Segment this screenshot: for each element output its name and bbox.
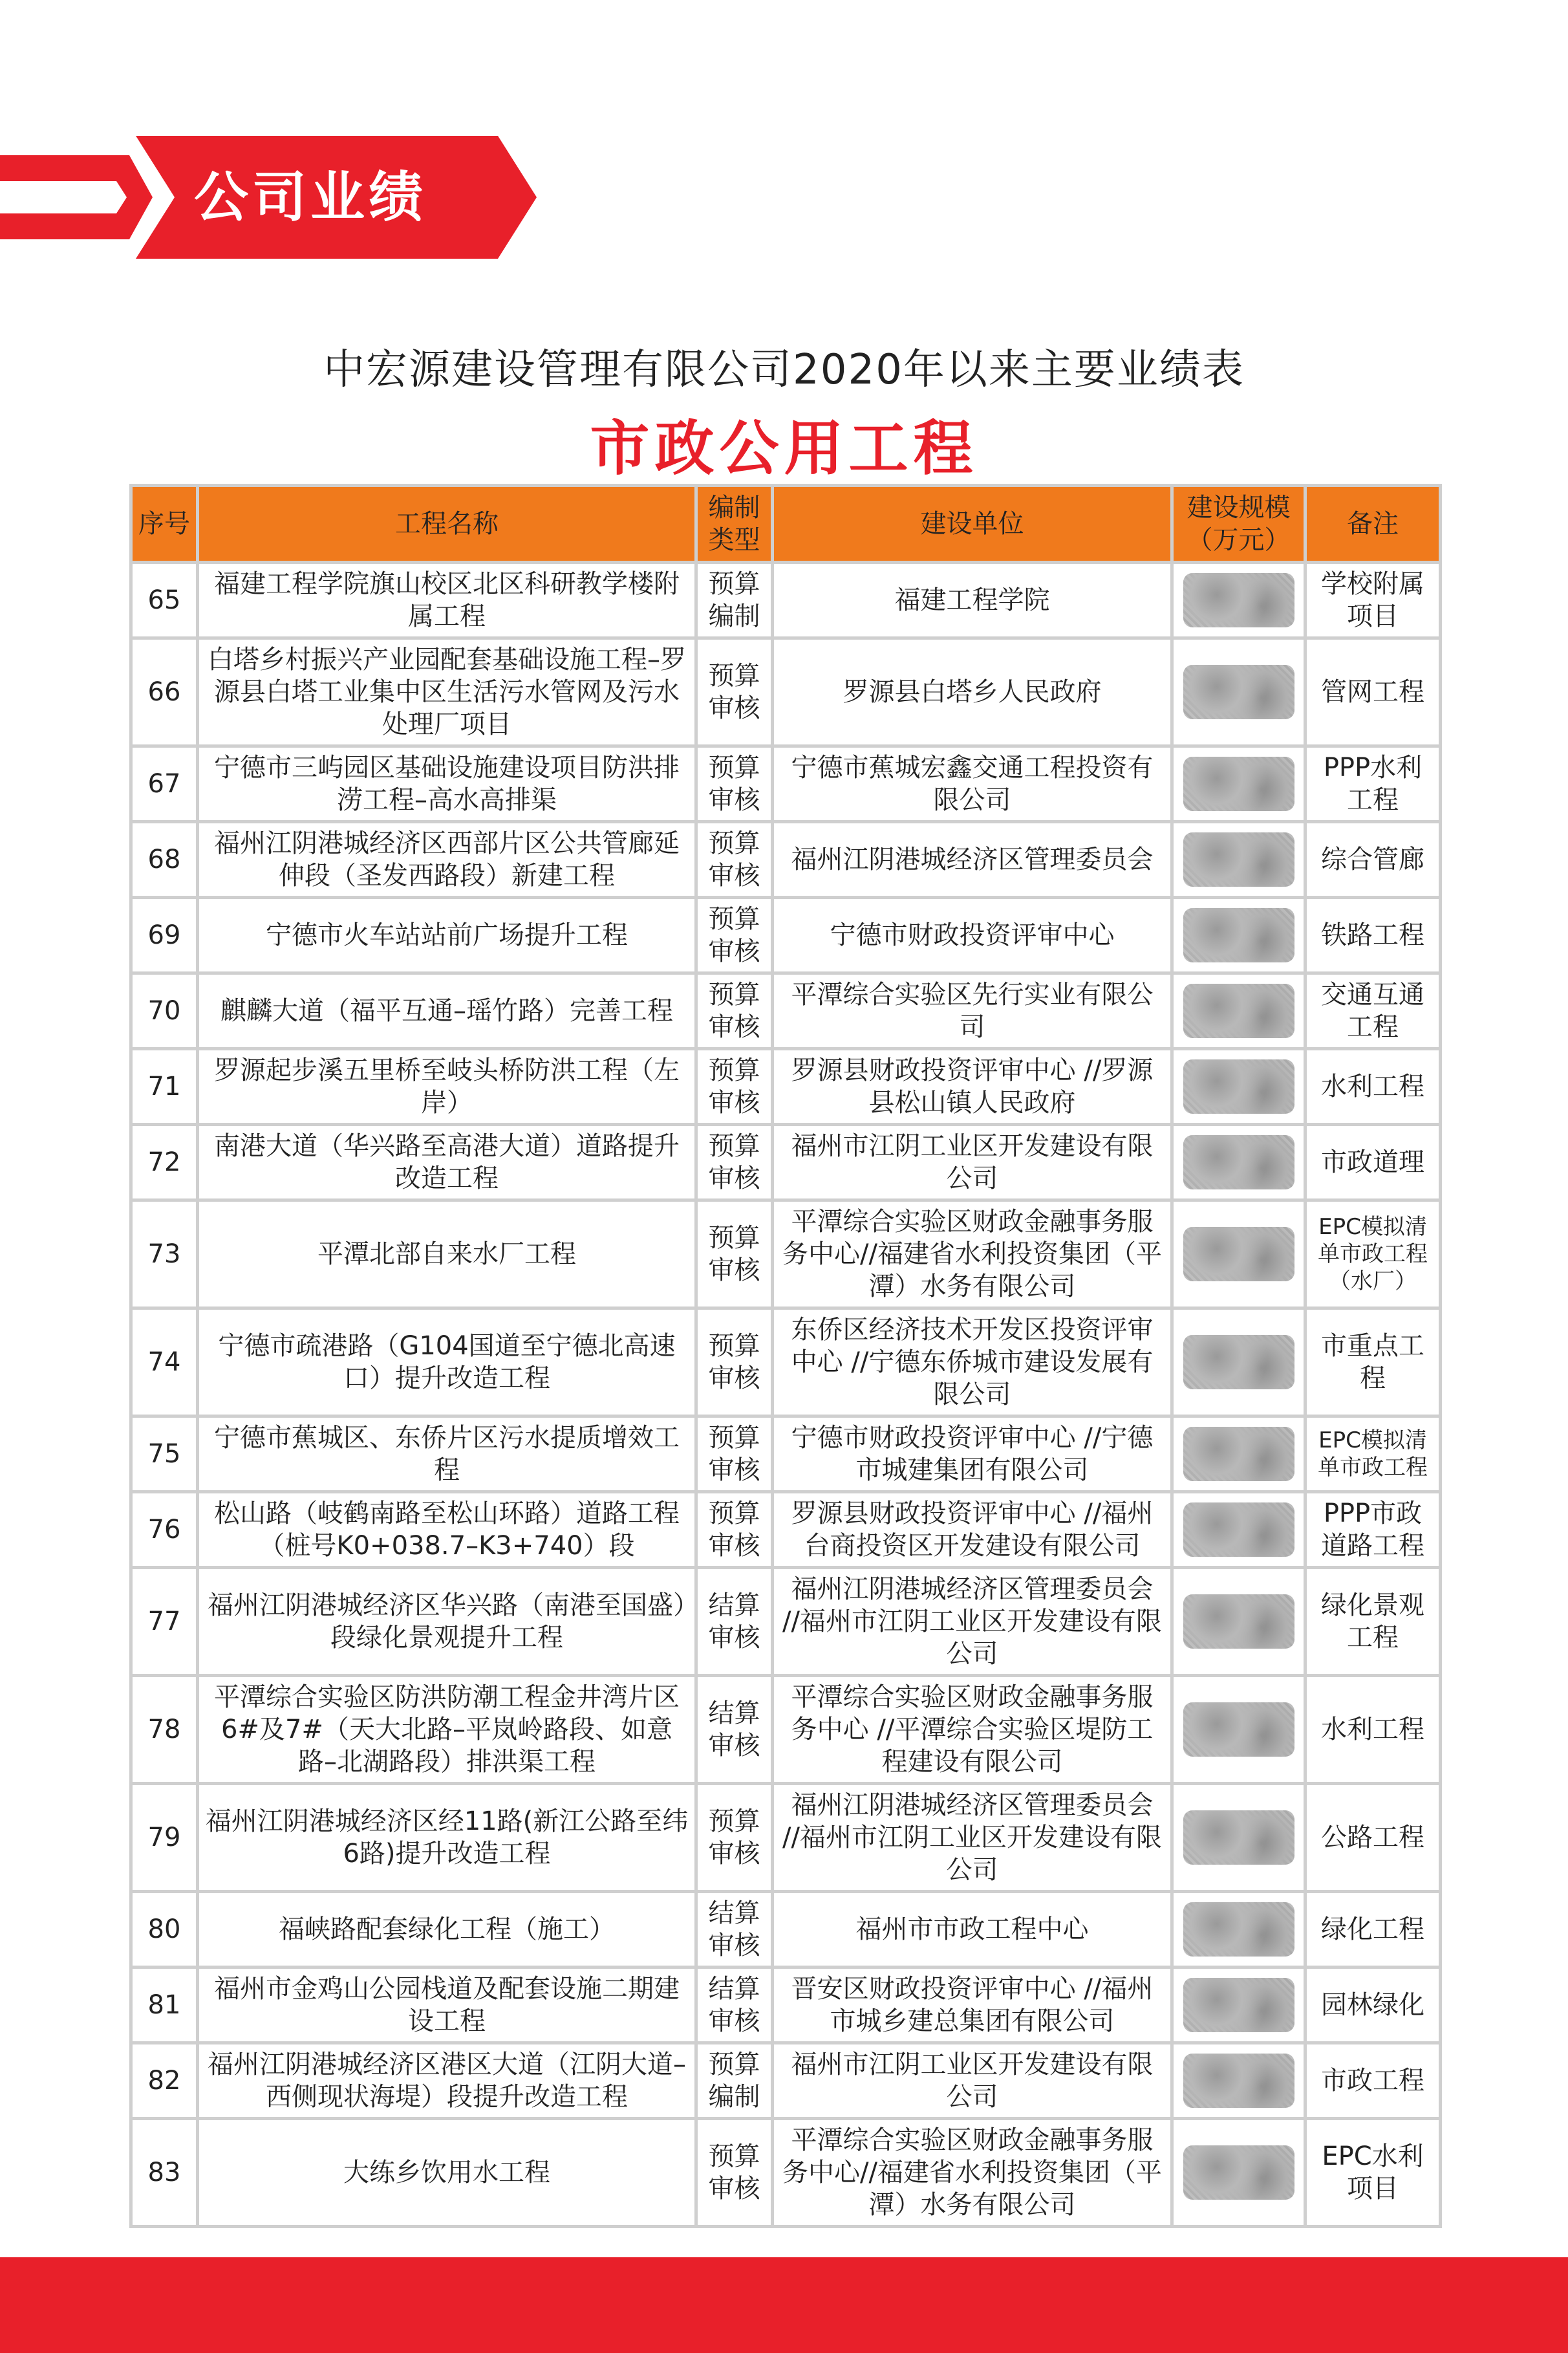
document-subtitle: 市政公用工程: [590, 414, 978, 483]
cell-scale: [1174, 1569, 1304, 1674]
redacted-scale-value: [1183, 984, 1294, 1038]
cell-note: EPC水利项目: [1307, 2120, 1439, 2225]
redacted-scale-value: [1183, 1502, 1294, 1557]
cell-name: 罗源起步溪五里桥至岐头桥防洪工程（左岸）: [199, 1050, 694, 1123]
cell-unit: 宁德市财政投资评审中心: [774, 899, 1170, 971]
cell-seq: 76: [133, 1493, 196, 1566]
cell-scale: [1174, 748, 1304, 820]
cell-name: 宁德市疏港路（G104国道至宁德北高速口）提升改造工程: [199, 1310, 694, 1415]
cell-seq: 73: [133, 1202, 196, 1307]
cell-scale: [1174, 1493, 1304, 1566]
cell-scale: [1174, 564, 1304, 636]
cell-name: 宁德市三屿园区基础设施建设项目防洪排涝工程–高水高排渠: [199, 748, 694, 820]
cell-note: 市重点工程: [1307, 1310, 1439, 1415]
redacted-scale-value: [1183, 832, 1294, 887]
table-row: [133, 2120, 1439, 2225]
table-row: [133, 2044, 1439, 2117]
cell-unit: 平潭综合实验区财政金融事务服务中心//福建省水利投资集团（平潭）水务有限公司: [774, 1202, 1170, 1307]
cell-unit: 福州市市政工程中心: [774, 1893, 1170, 1966]
cell-scale: [1174, 2044, 1304, 2117]
cell-scale: [1174, 1310, 1304, 1415]
cell-note: EPC模拟清单市政工程: [1307, 1418, 1439, 1490]
redacted-scale-value: [1183, 665, 1294, 719]
cell-name: 福州市金鸡山公园栈道及配套设施二期建设工程: [199, 1969, 694, 2041]
cell-seq: 80: [133, 1893, 196, 1966]
cell-seq: 77: [133, 1569, 196, 1674]
cell-note: EPC模拟清单市政工程（水厂）: [1307, 1202, 1439, 1307]
redacted-scale-value: [1183, 757, 1294, 811]
table-row: [133, 975, 1439, 1047]
performance-table: [129, 484, 1442, 2228]
table-row: [133, 640, 1439, 744]
table-row: [133, 564, 1439, 636]
table-row: [133, 1785, 1439, 1890]
cell-unit: 罗源县财政投资评审中心 //罗源县松山镇人民政府: [774, 1050, 1170, 1123]
cell-seq: 67: [133, 748, 196, 820]
redacted-scale-value: [1183, 1978, 1294, 2032]
cell-name: 福州江阴港城经济区华兴路（南港至国盛）段绿化景观提升工程: [199, 1569, 694, 1674]
cell-seq: 79: [133, 1785, 196, 1890]
cell-note: 交通互通工程: [1307, 975, 1439, 1047]
redacted-scale-value: [1183, 1227, 1294, 1281]
cell-unit: 东侨区经济技术开发区投资评审中心 //宁德东侨城市建设发展有限公司: [774, 1310, 1170, 1415]
cell-type: 预算编制: [698, 564, 771, 636]
cell-seq: 82: [133, 2044, 196, 2117]
cell-unit: 罗源县白塔乡人民政府: [774, 640, 1170, 744]
cell-type: 预算审核: [698, 2120, 771, 2225]
cell-name: 宁德市火车站站前广场提升工程: [199, 899, 694, 971]
cell-note: 铁路工程: [1307, 899, 1439, 971]
cell-seq: 66: [133, 640, 196, 744]
table-row: [133, 1893, 1439, 1966]
table-row: [133, 1202, 1439, 1307]
cell-name: 松山路（岐鹤南路至松山环路）道路工程（桩号K0+038.7–K3+740）段: [199, 1493, 694, 1566]
cell-note: PPP市政道路工程: [1307, 1493, 1439, 1566]
header-note: 备注: [1307, 487, 1439, 561]
cell-note: 水利工程: [1307, 1050, 1439, 1123]
cell-name: 白塔乡村振兴产业园配套基础设施工程–罗源县白塔工业集中区生活污水管网及污水处理厂项目: [199, 640, 694, 744]
cell-unit: 福州市江阴工业区开发建设有限公司: [774, 1126, 1170, 1198]
cell-unit: 福建工程学院: [774, 564, 1170, 636]
cell-type: 预算审核: [698, 1310, 771, 1415]
cell-unit: 平潭综合实验区财政金融事务服务中心 //平潭综合实验区堤防工程建设有限公司: [774, 1677, 1170, 1782]
cell-name: 平潭北部自来水厂工程: [199, 1202, 694, 1307]
cell-seq: 69: [133, 899, 196, 971]
header-seq: 序号: [133, 487, 196, 561]
table-row: [133, 1969, 1439, 2041]
table-row: [133, 1677, 1439, 1782]
performance-table-wrapper: [129, 484, 1442, 2228]
table-row: [133, 1569, 1439, 1674]
cell-scale: [1174, 640, 1304, 744]
cell-note: 市政道理: [1307, 1126, 1439, 1198]
redacted-scale-value: [1183, 1135, 1294, 1189]
cell-unit: 晋安区财政投资评审中心 //福州市城乡建总集团有限公司: [774, 1969, 1170, 2041]
cell-scale: [1174, 1050, 1304, 1123]
cell-name: 麒麟大道（福平互通–瑶竹路）完善工程: [199, 975, 694, 1047]
cell-type: 预算审核: [698, 1418, 771, 1490]
cell-type: 预算审核: [698, 899, 771, 971]
cell-name: 福州江阴港城经济区经11路(新江公路至纬6路)提升改造工程: [199, 1785, 694, 1890]
header-unit: 建设单位: [774, 487, 1170, 561]
cell-type: 预算编制: [698, 2044, 771, 2117]
cell-type: 预算审核: [698, 748, 771, 820]
cell-scale: [1174, 2120, 1304, 2225]
table-row: [133, 1493, 1439, 1566]
cell-type: 预算审核: [698, 1493, 771, 1566]
redacted-scale-value: [1183, 1427, 1294, 1481]
cell-scale: [1174, 1893, 1304, 1966]
cell-name: 大练乡饮用水工程: [199, 2120, 694, 2225]
table-row: [133, 1126, 1439, 1198]
cell-seq: 68: [133, 823, 196, 896]
cell-unit: 宁德市蕉城宏鑫交通工程投资有限公司: [774, 748, 1170, 820]
table-row: [133, 899, 1439, 971]
document-title: 中宏源建设管理有限公司2020年以来主要业绩表: [323, 346, 1245, 394]
cell-name: 福州江阴港城经济区港区大道（江阴大道–西侧现状海堤）段提升改造工程: [199, 2044, 694, 2117]
header-scale: 建设规模（万元）: [1174, 487, 1304, 561]
cell-seq: 81: [133, 1969, 196, 2041]
redacted-scale-value: [1183, 573, 1294, 627]
cell-note: 绿化工程: [1307, 1893, 1439, 1966]
cell-unit: 福州市江阴工业区开发建设有限公司: [774, 2044, 1170, 2117]
redacted-scale-value: [1183, 2145, 1294, 2200]
cell-seq: 65: [133, 564, 196, 636]
cell-name: 平潭综合实验区防洪防潮工程金井湾片区6#及7#（天大北路–平岚岭路段、如意路–北湖路段）排洪渠工程: [199, 1677, 694, 1782]
cell-scale: [1174, 1202, 1304, 1307]
cell-type: 预算审核: [698, 640, 771, 744]
cell-scale: [1174, 823, 1304, 896]
cell-type: 预算审核: [698, 1785, 771, 1890]
table-row: [133, 1050, 1439, 1123]
cell-unit: 福州江阴港城经济区管理委员会 //福州市江阴工业区开发建设有限公司: [774, 1569, 1170, 1674]
cell-scale: [1174, 1785, 1304, 1890]
cell-note: 园林绿化: [1307, 1969, 1439, 2041]
cell-type: 结算审核: [698, 1569, 771, 1674]
redacted-scale-value: [1183, 908, 1294, 962]
cell-note: 绿化景观工程: [1307, 1569, 1439, 1674]
cell-seq: 83: [133, 2120, 196, 2225]
cell-type: 预算审核: [698, 975, 771, 1047]
cell-scale: [1174, 1677, 1304, 1782]
cell-scale: [1174, 899, 1304, 971]
table-row: [133, 1418, 1439, 1490]
cell-seq: 70: [133, 975, 196, 1047]
cell-note: 综合管廊: [1307, 823, 1439, 896]
cell-type: 结算审核: [698, 1677, 771, 1782]
cell-seq: 72: [133, 1126, 196, 1198]
cell-type: 结算审核: [698, 1969, 771, 2041]
cell-unit: 福州江阴港城经济区管理委员会 //福州市江阴工业区开发建设有限公司: [774, 1785, 1170, 1890]
banner-title: 公司业绩: [194, 166, 427, 229]
cell-type: 预算审核: [698, 1050, 771, 1123]
cell-name: 福州江阴港城经济区西部片区公共管廊延伸段（圣发西路段）新建工程: [199, 823, 694, 896]
header-name: 工程名称: [199, 487, 694, 561]
table-row: [133, 1310, 1439, 1415]
redacted-scale-value: [1183, 1702, 1294, 1757]
redacted-scale-value: [1183, 2054, 1294, 2108]
cell-type: 结算审核: [698, 1893, 771, 1966]
cell-unit: 宁德市财政投资评审中心 //宁德市城建集团有限公司: [774, 1418, 1170, 1490]
cell-unit: 平潭综合实验区财政金融事务服务中心//福建省水利投资集团（平潭）水务有限公司: [774, 2120, 1170, 2225]
cell-name: 宁德市蕉城区、东侨片区污水提质增效工程: [199, 1418, 694, 1490]
redacted-scale-value: [1183, 1810, 1294, 1865]
cell-note: 市政工程: [1307, 2044, 1439, 2117]
cell-seq: 74: [133, 1310, 196, 1415]
table-row: [133, 748, 1439, 820]
cell-unit: 平潭综合实验区先行实业有限公司: [774, 975, 1170, 1047]
cell-unit: 福州江阴港城经济区管理委员会: [774, 823, 1170, 896]
redacted-scale-value: [1183, 1059, 1294, 1114]
footer-bar: [0, 2257, 1568, 2353]
cell-type: 预算审核: [698, 1126, 771, 1198]
cell-type: 预算审核: [698, 823, 771, 896]
cell-note: 学校附属项目: [1307, 564, 1439, 636]
redacted-scale-value: [1183, 1594, 1294, 1649]
redacted-scale-value: [1183, 1335, 1294, 1389]
cell-note: 公路工程: [1307, 1785, 1439, 1890]
cell-note: 管网工程: [1307, 640, 1439, 744]
cell-scale: [1174, 1969, 1304, 2041]
table-row: [133, 823, 1439, 896]
redacted-scale-value: [1183, 1902, 1294, 1957]
cell-name: 福建工程学院旗山校区北区科研教学楼附属工程: [199, 564, 694, 636]
header-type: 编制类型: [698, 487, 771, 561]
cell-scale: [1174, 1418, 1304, 1490]
cell-scale: [1174, 975, 1304, 1047]
cell-scale: [1174, 1126, 1304, 1198]
cell-unit: 罗源县财政投资评审中心 //福州台商投资区开发建设有限公司: [774, 1493, 1170, 1566]
cell-seq: 78: [133, 1677, 196, 1782]
cell-type: 预算审核: [698, 1202, 771, 1307]
cell-note: PPP水利工程: [1307, 748, 1439, 820]
cell-name: 南港大道（华兴路至高港大道）道路提升改造工程: [199, 1126, 694, 1198]
cell-name: 福峡路配套绿化工程（施工）: [199, 1893, 694, 1966]
table-header-row: [133, 487, 1439, 561]
cell-seq: 71: [133, 1050, 196, 1123]
cell-seq: 75: [133, 1418, 196, 1490]
cell-note: 水利工程: [1307, 1677, 1439, 1782]
